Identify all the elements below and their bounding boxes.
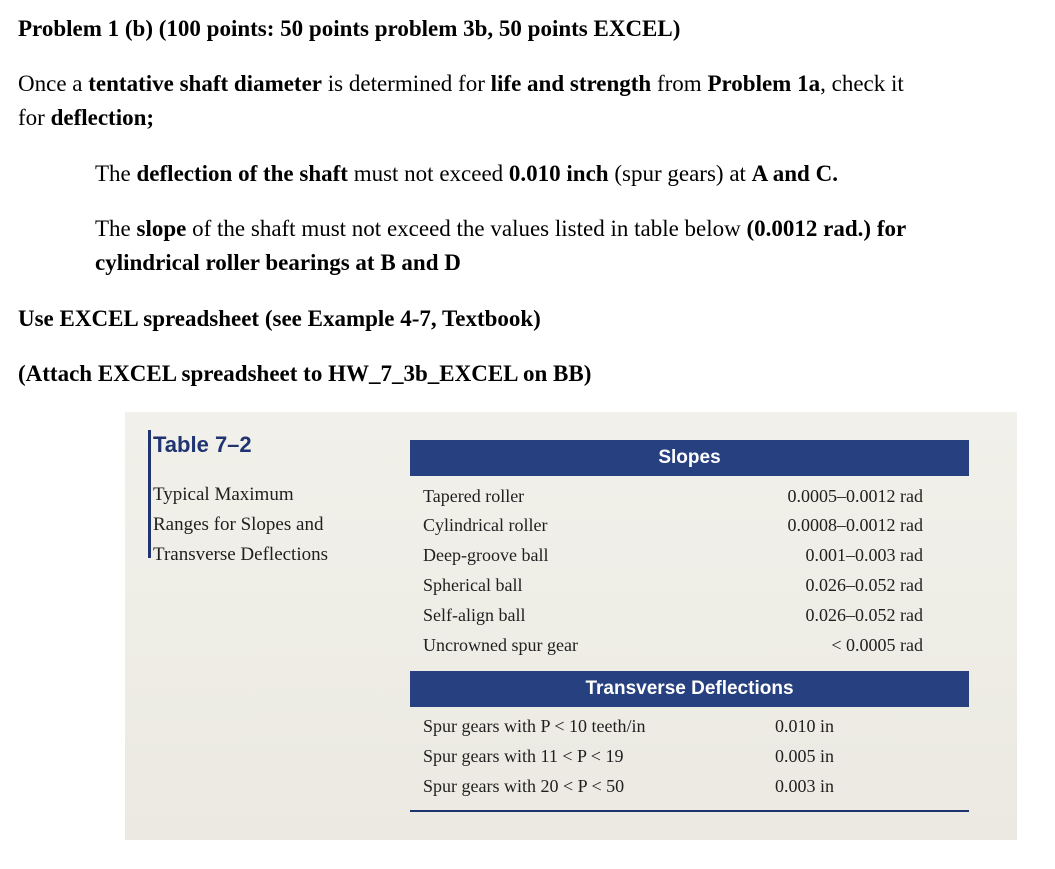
attach-instruction: (Attach EXCEL spreadsheet to HW_7_3b_EXCEL on BB) bbox=[18, 361, 592, 386]
excel-instruction: Use EXCEL spreadsheet (see Example 4-7, Textbook) bbox=[18, 306, 541, 331]
deflections-header: Transverse Deflections bbox=[410, 671, 969, 707]
table-bottom-rule bbox=[410, 810, 969, 812]
table-caption-text: Typical Maximum Ranges for Slopes and Transverse Deflections bbox=[153, 484, 329, 565]
slope-requirement-line-1: The slope of the shaft must not exceed the values listed in table below (0.0012 rad.) for bbox=[95, 216, 907, 241]
problem-title: Problem 1 (b) (100 points: 50 points problem 3b, 50 points EXCEL) bbox=[18, 16, 681, 41]
deflection-row: Spur gears with 11 < P < 19 0.005 in bbox=[423, 746, 835, 766]
intro-line-1: Once a tentative shaft diameter is determined for life and strength from Problem 1a, check it bbox=[18, 71, 904, 96]
deflection-requirement: The deflection of the shaft must not exceed 0.010 inch (spur gears) at A and C. bbox=[95, 161, 838, 186]
table-caption-title: Table 7–2 bbox=[153, 432, 252, 457]
slope-row: Tapered roller 0.0005–0.0012 rad bbox=[423, 486, 923, 506]
deflection-row: Spur gears with P < 10 teeth/in 0.010 in bbox=[423, 716, 835, 736]
table-photo bbox=[125, 412, 1017, 840]
intro-line-2: for deflection; bbox=[18, 105, 155, 130]
slope-requirement-line-2: cylindrical roller bearings at B and D bbox=[95, 250, 461, 275]
slope-row: Deep-groove ball 0.001–0.003 rad bbox=[423, 545, 923, 565]
slopes-header: Slopes bbox=[410, 440, 969, 476]
caption-rule bbox=[148, 430, 151, 558]
slope-row: Self-align ball 0.026–0.052 rad bbox=[423, 605, 923, 625]
slope-row: Cylindrical roller 0.0008–0.0012 rad bbox=[423, 515, 923, 535]
slope-row: Uncrowned spur gear < 0.0005 rad bbox=[423, 635, 923, 655]
slope-row: Spherical ball 0.026–0.052 rad bbox=[423, 575, 923, 595]
deflection-row: Spur gears with 20 < P < 50 0.003 in bbox=[423, 776, 835, 796]
